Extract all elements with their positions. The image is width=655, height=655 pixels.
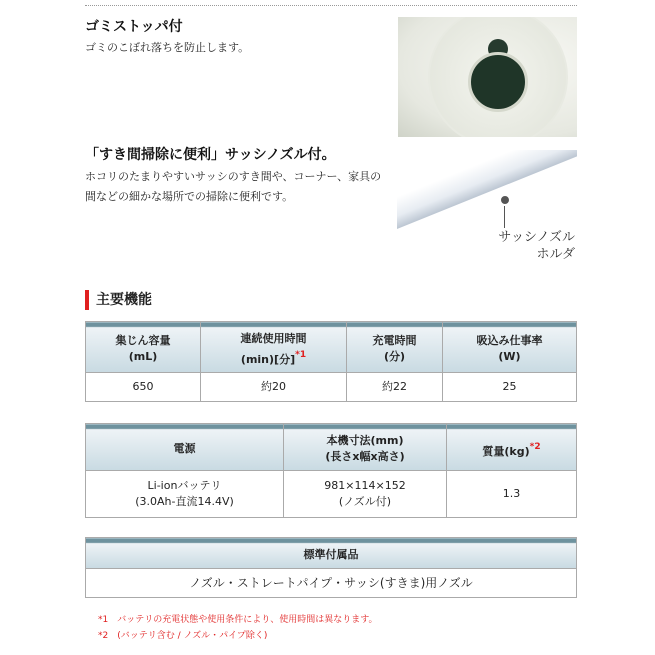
- header-dimensions: 本機寸法(mm) (長さx幅x高さ): [284, 424, 447, 471]
- value-charge-time: 約22: [347, 373, 443, 402]
- feature-title-sash-nozzle: 「すき間掃除に便利」サッシノズル付。: [85, 147, 336, 163]
- holder-label-line2: ホルダ: [536, 247, 575, 262]
- header-suction-power: 吸込み仕事率 (W): [443, 322, 577, 373]
- value-weight: 1.3: [447, 471, 577, 518]
- feature-body-dust-stopper: ゴミのこぼれ落ちを防止します。: [85, 41, 250, 54]
- header-accessories: 標準付属品: [86, 538, 577, 569]
- header-charge-time: 充電時間 (分): [347, 322, 443, 373]
- feature-title-dust-stopper: ゴミストッパ付: [85, 19, 183, 35]
- dust-stopper-photo: [398, 17, 577, 137]
- spec-table-2: [85, 423, 577, 518]
- header-runtime: 連続使用時間 (min)[分]$^{*1}$: [201, 322, 347, 373]
- section-title: 主要機能: [85, 290, 152, 310]
- feature-body-sash-nozzle: ホコリのたまりやすいサッシのすき間や、コーナー、家具の間などの細かな場所での掃除に便利です。: [85, 170, 382, 203]
- spec-table-1: [85, 321, 577, 402]
- value-capacity: 650: [86, 373, 201, 402]
- header-power-source: 電源: [86, 424, 284, 471]
- holder-label-line1: サッシノズル: [498, 230, 575, 245]
- dotted-divider: [85, 5, 577, 6]
- accessories-table: [85, 537, 577, 598]
- header-weight: 質量(kg)$^{*2}$: [447, 424, 577, 471]
- header-capacity: 集じん容量 (mL): [86, 322, 201, 373]
- value-runtime: 約20: [201, 373, 347, 402]
- value-suction-power: 25: [443, 373, 577, 402]
- value-accessories: ノズル・ストレートパイプ・サッシ(すきま)用ノズル: [86, 569, 577, 598]
- value-dimensions: 981×114×152 (ノズル付): [284, 471, 447, 518]
- footnote-2: *2 (バッテリ含む / ノズル・パイプ除く): [98, 631, 268, 641]
- footnotes: [98, 612, 378, 644]
- value-power-source: Li-ionバッテリ (3.0Ah-直流14.4V): [86, 471, 284, 518]
- footnote-1: *1 バッテリの充電状態や使用条件により、使用時間は異なります。: [98, 615, 378, 625]
- holder-label: [498, 229, 575, 263]
